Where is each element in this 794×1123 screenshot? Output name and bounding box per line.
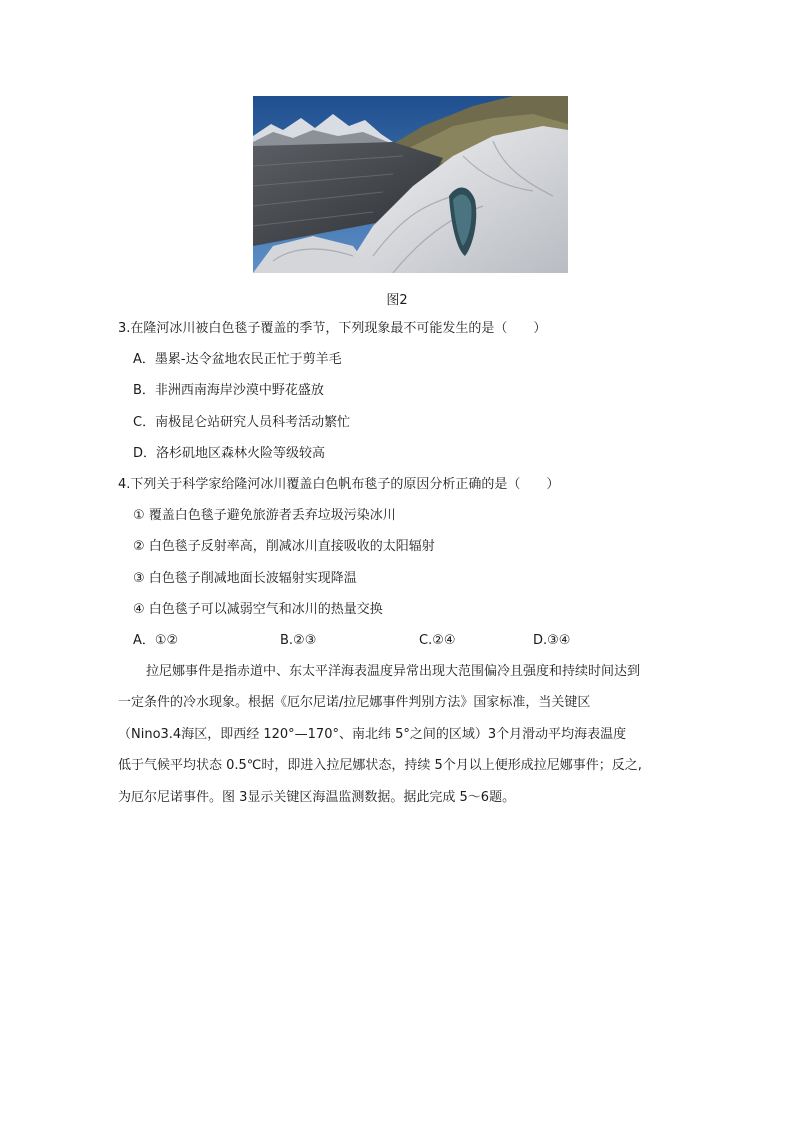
question-4-statement-2: ② 白色毯子反射率高，削减冰川直接吸收的太阳辐射 <box>133 539 435 554</box>
question-4-choices <box>133 632 613 650</box>
passage-line-5: 为厄尔尼诺事件。图 3显示关键区海温监测数据。据此完成 5～6题。 <box>118 790 516 805</box>
question-3-option-b: B．非洲西南海岸沙漠中野花盛放 <box>133 383 324 398</box>
passage-line-1: 拉尼娜事件是指赤道中、东太平洋海表温度异常出现大范围偏冷且强度和持续时间达到 <box>146 664 641 679</box>
question-3-stem: 3.在隆河冰川被白色毯子覆盖的季节，下列现象最不可能发生的是（ ） <box>118 321 547 336</box>
question-3-option-a: A．墨累-达令盆地农民正忙于剪羊毛 <box>133 352 342 367</box>
passage-line-2: 一定条件的冷水现象。根据《厄尔尼诺/拉尼娜事件判别方法》国家标准，当关键区 <box>118 695 591 710</box>
glacier-photo-image <box>253 96 568 273</box>
question-4-choice-a: A．①② <box>133 633 179 648</box>
question-3-option-c: C．南极昆仑站研究人员科考活动繁忙 <box>133 415 351 430</box>
passage-line-3: （Nino3.4海区，即西经 120°—170°、南北纬 5°之间的区域）3个月滑动平均海表温度 <box>118 727 627 742</box>
glacier-photo <box>253 96 568 273</box>
question-4-choice-b: B.②③ <box>280 633 317 648</box>
question-4-stem: 4.下列关于科学家给隆河冰川覆盖白色帆布毯子的原因分析正确的是（ ） <box>118 477 560 492</box>
question-4-statement-1: ① 覆盖白色毯子避免旅游者丢弃垃圾污染冰川 <box>133 508 396 523</box>
figure-caption: 图2 <box>386 293 408 308</box>
question-3-option-d: D．洛杉矶地区森林火险等级较高 <box>133 446 326 461</box>
passage-line-4: 低于气候平均状态 0.5℃时，即进入拉尼娜状态，持续 5个月以上便形成拉尼娜事件；反之, <box>118 758 642 773</box>
question-4-choice-c: C.②④ <box>419 633 456 648</box>
question-4-statement-4: ④ 白色毯子可以减弱空气和冰川的热量交换 <box>133 602 383 617</box>
question-4-choice-d: D.③④ <box>533 633 571 648</box>
question-4-statement-3: ③ 白色毯子削减地面长波辐射实现降温 <box>133 571 357 586</box>
